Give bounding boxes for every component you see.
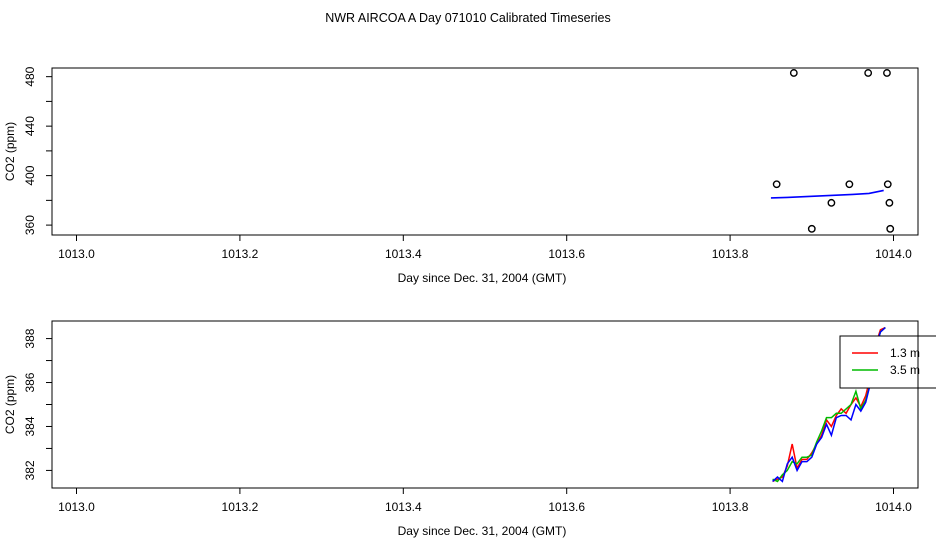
x-axis-label: Day since Dec. 31, 2004 (GMT) xyxy=(397,524,567,538)
legend xyxy=(840,336,936,388)
data-point xyxy=(886,200,892,206)
x-tick-label: 1013.2 xyxy=(221,247,259,261)
x-tick-label: 1013.6 xyxy=(548,247,586,261)
y-tick-label: 382 xyxy=(23,460,37,481)
x-tick-label: 1013.2 xyxy=(221,500,259,514)
chart-title: NWR AIRCOA A Day 071010 Calibrated Timeseries xyxy=(325,11,611,25)
y-tick-label: 388 xyxy=(23,328,37,349)
data-point xyxy=(885,181,891,187)
y-axis-label: CO2 (ppm) xyxy=(3,374,17,435)
top-panel-plot xyxy=(3,66,918,285)
y-tick-label: 440 xyxy=(23,116,38,137)
plot-frame xyxy=(52,68,918,235)
x-tick-label: 1013.0 xyxy=(58,500,95,514)
x-tick-label: 1013.4 xyxy=(384,500,422,514)
x-axis-label: Day since Dec. 31, 2004 (GMT) xyxy=(397,271,567,285)
x-tick-label: 1014.0 xyxy=(875,500,912,514)
y-tick-label: 480 xyxy=(23,66,37,87)
legend-label: 1.3 m xyxy=(890,346,921,360)
y-tick-label: 384 xyxy=(23,416,37,437)
y-tick-label: 400 xyxy=(23,165,37,186)
x-tick-label: 1013.4 xyxy=(384,247,422,261)
legend-box xyxy=(840,336,936,388)
data-point xyxy=(887,226,893,232)
data-point xyxy=(865,70,871,76)
data-point xyxy=(828,200,834,206)
y-axis-label: CO2 (ppm) xyxy=(3,121,17,182)
y-tick-label: 386 xyxy=(23,372,37,393)
data-point xyxy=(846,181,852,187)
y-tick-label: 360 xyxy=(23,215,37,236)
data-point xyxy=(809,226,815,232)
x-tick-label: 1013.8 xyxy=(711,247,749,261)
bottom-panel-plot xyxy=(3,321,936,538)
x-tick-label: 1013.0 xyxy=(58,247,95,261)
data-point xyxy=(773,181,779,187)
legend-label: 3.5 m xyxy=(890,363,921,377)
x-tick-label: 1014.0 xyxy=(875,247,912,261)
series-line xyxy=(771,190,884,197)
data-point xyxy=(791,70,797,76)
x-tick-label: 1013.8 xyxy=(711,500,749,514)
data-point xyxy=(884,70,890,76)
x-tick-label: 1013.6 xyxy=(548,500,586,514)
